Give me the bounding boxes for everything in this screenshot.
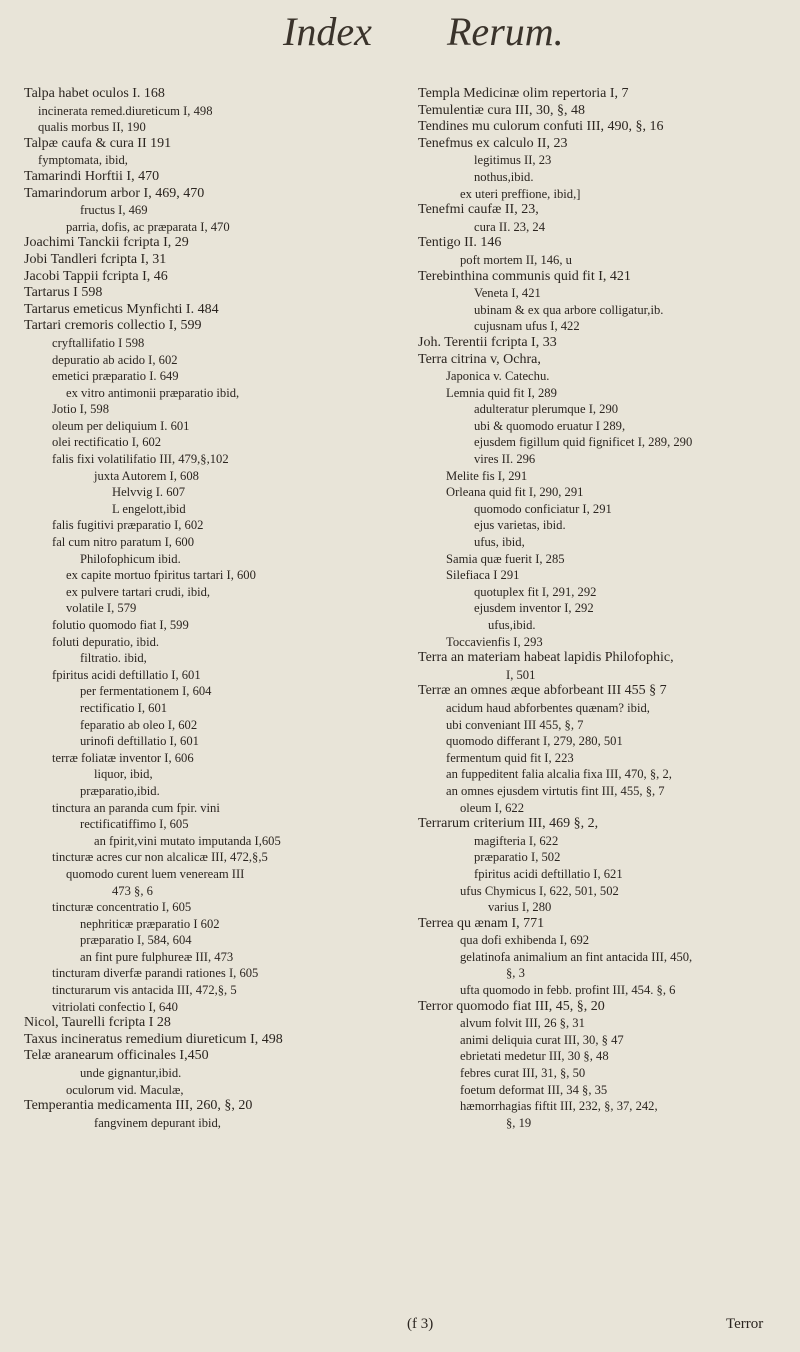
index-subentry: falis fixi volatilifatio III, 479,§,102 <box>52 452 229 467</box>
index-entry: Temulentiæ cura III, 30, §, 48 <box>418 102 585 118</box>
index-entry: Terror quomodo fiat III, 45, §, 20 <box>418 998 605 1014</box>
index-subentry: ufta quomodo in febb. profint III, 454. §, 6 <box>460 983 676 998</box>
index-subentry: tinctura an paranda cum fpir. vini <box>52 800 220 815</box>
catchword: Terror <box>726 1316 764 1332</box>
signature-mark: (f 3) <box>407 1316 434 1332</box>
index-entry: Tendines mu culorum confuti III, 490, §, 16 <box>418 119 664 135</box>
index-subentry: quomodo differant I, 279, 280, 501 <box>446 734 623 749</box>
index-subentry: gelatinofa animalium an fint antacida III, 450, <box>460 949 693 964</box>
index-subentry: §, 19 <box>506 1115 532 1130</box>
index-subentry: nephriticæ præparatio I 602 <box>80 916 220 931</box>
index-subentry: §, 3 <box>506 966 525 981</box>
index-subentry: cujusnam ufus I, 422 <box>474 319 580 334</box>
index-subentry: acidum haud abforbentes quænam? ibid, <box>446 700 650 715</box>
index-subentry: I, 501 <box>506 667 536 682</box>
index-subentry: fymptomata, ibid, <box>38 153 128 168</box>
index-subentry: fal cum nitro paratum I, 600 <box>52 535 194 550</box>
index-subentry: tincturarum vis antacida III, 472,§, 5 <box>52 983 237 998</box>
index-subentry: liquor, ibid, <box>94 767 153 782</box>
index-entry: Tartari cremoris collectio I, 599 <box>24 318 202 334</box>
index-subentry: foluti depuratio, ibid. <box>52 634 160 649</box>
index-subentry: poft mortem II, 146, u <box>460 252 572 267</box>
index-entry: Tentigo II. 146 <box>418 235 502 251</box>
index-subentry: animi deliquia curat III, 30, § 47 <box>460 1032 624 1047</box>
index-subentry: juxta Autorem I, 608 <box>94 468 199 483</box>
index-subentry: rectificatiffimo I, 605 <box>80 817 189 832</box>
index-subentry: vires II. 296 <box>474 452 536 467</box>
index-subentry: an omnes ejusdem virtutis fint III, 455, §, 7 <box>446 783 665 798</box>
index-entry: Talpa habet oculos I. 168 <box>24 86 165 101</box>
index-entry: Joachimi Tanckii fcripta I, 29 <box>24 235 189 251</box>
index-subentry: cura II. 23, 24 <box>474 219 545 234</box>
index-subentry: olei rectificatio I, 602 <box>52 435 162 450</box>
index-subentry: parria, dofis, ac præparata I, 470 <box>66 219 230 234</box>
index-subentry: cryftallifatio I 598 <box>52 335 145 350</box>
index-entry: Tamarindi Horftii I, 470 <box>24 168 160 184</box>
index-subentry: terræ foliatæ inventor I, 606 <box>52 750 194 765</box>
index-subentry: alvum folvit III, 26 §, 31 <box>460 1016 585 1031</box>
index-subentry: quomodo curent luem veneream III <box>66 866 245 881</box>
index-subentry: oculorum vid. Maculæ, <box>66 1082 184 1097</box>
index-subentry: præparatio I, 502 <box>474 850 561 865</box>
index-subentry: nothus,ibid. <box>474 169 534 184</box>
index-subentry: ubi conveniant III 455, §, 7 <box>446 717 584 732</box>
index-subentry: volatile I, 579 <box>66 601 137 616</box>
header-title-right: Rerum. <box>447 9 564 54</box>
index-entry: Talpæ caufa & cura II 191 <box>24 135 172 151</box>
index-subentry: tincturæ acres cur non alcalicæ III, 472,§,5 <box>52 850 268 865</box>
index-subentry: Jotio I, 598 <box>52 402 110 417</box>
index-subentry: Japonica v. Catechu. <box>446 369 550 384</box>
index-subentry: Philofophicum ibid. <box>80 551 181 566</box>
index-subentry: Samia quæ fuerit I, 285 <box>446 551 565 566</box>
index-subentry: ex pulvere tartari crudi, ibid, <box>66 584 211 599</box>
index-entry: Terra an materiam habeat lapidis Philofophic, <box>418 650 674 666</box>
index-subentry: foetum deformat III, 34 §, 35 <box>460 1082 608 1097</box>
index-entry: Templa Medicinæ olim repertoria I, 7 <box>418 86 629 101</box>
index-entry: Terebinthina communis quid fit I, 421 <box>418 268 631 284</box>
index-subentry: an fuppeditent falia alcalia fixa III, 470, §, 2, <box>446 767 672 782</box>
index-subentry: tincturam diverfæ parandi rationes I, 605 <box>52 966 259 981</box>
index-subentry: fpiritus acidi deftillatio I, 621 <box>474 866 623 881</box>
index-subentry: tincturæ concentratio I, 605 <box>52 900 192 915</box>
index-subentry: unde gignantur,ibid. <box>80 1066 182 1081</box>
index-subentry: folutio quomodo fiat I, 599 <box>52 618 189 632</box>
index-subentry: ufus, ibid, <box>474 535 525 550</box>
index-entry: Jobi Tandleri fcripta I, 31 <box>24 251 167 267</box>
right-index-column <box>418 86 790 1131</box>
index-subentry: oleum I, 622 <box>460 800 525 815</box>
index-subentry: adulteratur plerumque I, 290 <box>474 402 619 417</box>
index-subentry: feparatio ab oleo I, 602 <box>80 717 198 732</box>
index-entry: Tamarindorum arbor I, 469, 470 <box>24 185 205 201</box>
index-entry: Jacobi Tappii fcripta I, 46 <box>24 268 168 284</box>
index-entry: Tenefmi caufæ II, 23, <box>418 202 539 218</box>
index-entry: Temperantia medicamenta III, 260, §, 20 <box>24 1098 253 1114</box>
index-subentry: Melite fis I, 291 <box>446 468 528 483</box>
index-subentry: Veneta I, 421 <box>474 286 541 301</box>
index-subentry: per fermentationem I, 604 <box>80 684 212 699</box>
index-subentry: incinerata remed.diureticum I, 498 <box>38 103 213 118</box>
index-subentry: oleum per deliquium I. 601 <box>52 418 190 433</box>
index-subentry: qua dofi exhibenda I, 692 <box>460 933 590 948</box>
index-entry: Taxus incineratus remedium diureticum I, 498 <box>24 1031 283 1047</box>
index-subentry: 473 §, 6 <box>112 883 153 898</box>
index-subentry: hæmorrhagias fiftit III, 232, §, 37, 242, <box>460 1099 658 1114</box>
index-subentry: ex uteri preffione, ibid,] <box>460 186 581 201</box>
index-entry: Terrea qu ænam I, 771 <box>418 915 545 931</box>
page-footer <box>0 1316 800 1340</box>
index-subentry: Orleana quid fit I, 290, 291 <box>446 485 584 500</box>
index-subentry: emetici præparatio I. 649 <box>52 369 179 384</box>
index-subentry: fructus I, 469 <box>80 203 148 218</box>
index-subentry: ejusdem figillum quid fignificet I, 289, 290 <box>474 435 693 450</box>
index-entry: Tartarus I 598 <box>24 285 103 301</box>
index-subentry: filtratio. ibid, <box>80 651 147 666</box>
index-subentry: Lemnia quid fit I, 289 <box>446 385 557 400</box>
index-subentry: fpiritus acidi deftillatio I, 601 <box>52 667 201 682</box>
index-subentry: an fint pure fulphureæ III, 473 <box>80 949 234 964</box>
index-subentry: fangvinem depurant ibid, <box>94 1115 221 1130</box>
index-subentry: Helvvig I. 607 <box>112 485 186 500</box>
left-index-column <box>24 86 404 1131</box>
index-subentry: legitimus II, 23 <box>474 153 552 168</box>
index-subentry: ufus,ibid. <box>488 618 536 632</box>
index-subentry: præparatio,ibid. <box>80 783 160 798</box>
index-subentry: Toccavienfis I, 293 <box>446 634 543 649</box>
index-subentry: qualis morbus II, 190 <box>38 120 146 135</box>
index-entry: Tenefmus ex calculo II, 23 <box>418 135 568 151</box>
index-subentry: ufus Chymicus I, 622, 501, 502 <box>460 883 619 898</box>
header-title-left: Index <box>283 9 372 54</box>
index-subentry: rectificatio I, 601 <box>80 700 168 715</box>
index-subentry: fermentum quid fit I, 223 <box>446 750 574 765</box>
index-subentry: depuratio ab acido I, 602 <box>52 352 178 367</box>
index-subentry: ubinam & ex qua arbore colligatur,ib. <box>474 302 664 317</box>
index-entry: Nicol, Taurelli fcripta I 28 <box>24 1015 171 1031</box>
index-subentry: quotuplex fit I, 291, 292 <box>474 584 597 599</box>
index-subentry: ejusdem inventor I, 292 <box>474 601 594 616</box>
index-entry: Joh. Terentii fcripta I, 33 <box>418 334 557 350</box>
index-subentry: ejus varietas, ibid. <box>474 518 566 533</box>
index-subentry: ex vitro antimonii præparatio ibid, <box>66 385 240 400</box>
index-entry: Tartarus emeticus Mynfichti I. 484 <box>24 301 219 317</box>
index-entry: Terræ an omnes æque abforbeant III 455 § 7 <box>418 683 667 699</box>
index-subentry: vitriolati confectio I, 640 <box>52 999 178 1014</box>
index-subentry: ubi & quomodo eruatur I 289, <box>474 418 626 433</box>
index-subentry: L engelott,ibid <box>112 501 186 516</box>
index-subentry: falis fugitivi præparatio I, 602 <box>52 518 204 533</box>
index-subentry: urinofi deftillatio I, 601 <box>80 734 199 749</box>
index-subentry: an fpirit,vini mutato imputanda I,605 <box>94 833 281 848</box>
index-subentry: ex capite mortuo fpiritus tartari I, 600 <box>66 568 256 583</box>
index-subentry: quomodo conficiatur I, 291 <box>474 501 612 516</box>
index-entry: Terrarum criterium III, 469 §, 2, <box>418 816 599 832</box>
index-subentry: ebrietati medetur III, 30 §, 48 <box>460 1049 609 1064</box>
index-entry: Telæ aranearum officinales I,450 <box>24 1048 209 1064</box>
index-subentry: magifteria I, 622 <box>474 833 559 848</box>
index-subentry: febres curat III, 31, §, 50 <box>460 1066 586 1081</box>
index-subentry: præparatio I, 584, 604 <box>80 933 192 948</box>
page-header <box>0 8 800 78</box>
index-subentry: varius I, 280 <box>488 900 552 915</box>
index-subentry: Silefiaca I 291 <box>446 568 520 583</box>
index-entry: Terra citrina v, Ochra, <box>418 351 541 367</box>
